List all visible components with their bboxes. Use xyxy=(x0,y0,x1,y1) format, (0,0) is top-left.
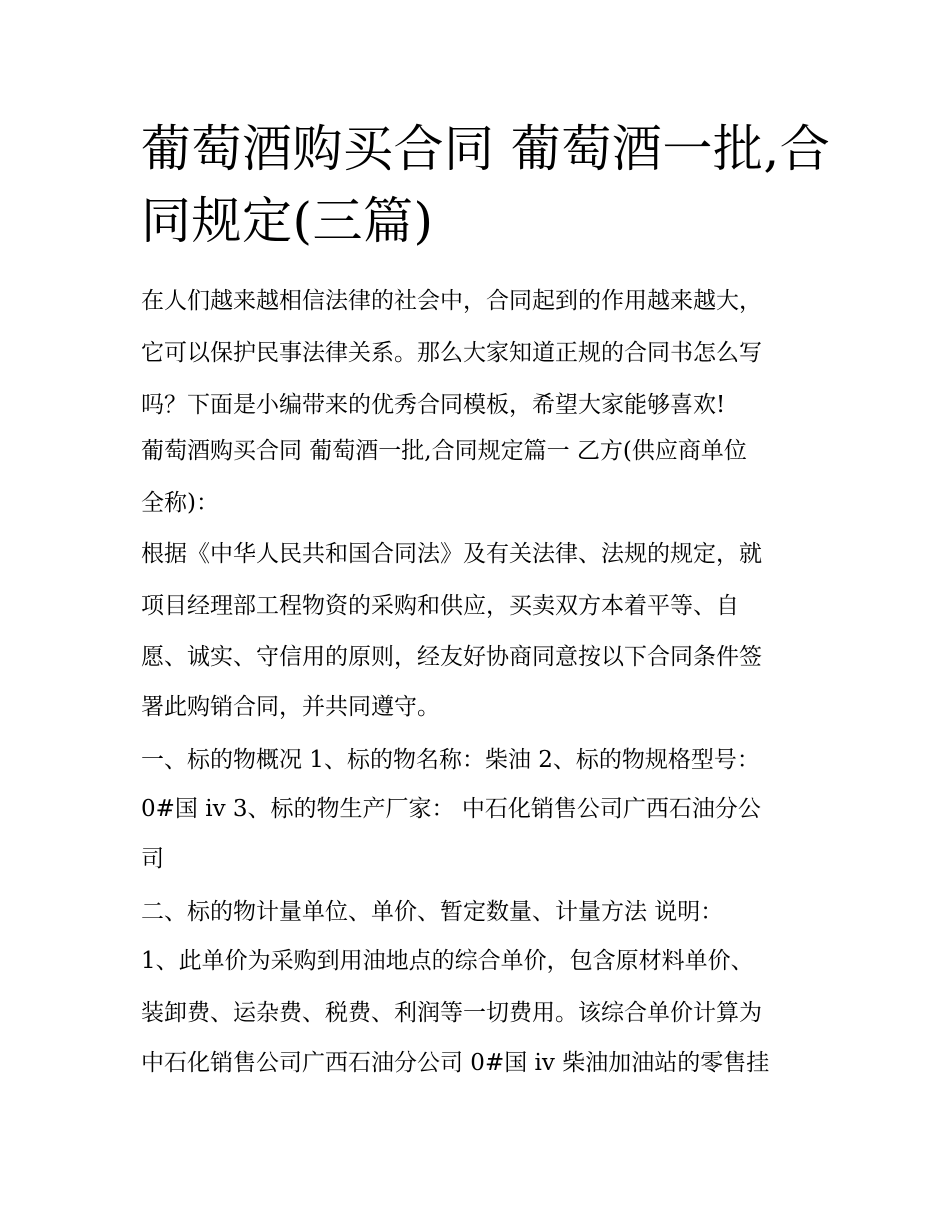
body-line: 装卸费、运杂费、税费、利润等一切费用。该综合单价计算为 xyxy=(141,1000,762,1026)
body-line: 1、此单价为采购到用油地点的综合单价，包含原材料单价、 xyxy=(141,948,754,974)
body-line: 署此购销合同，并共同遵守。 xyxy=(141,694,440,720)
body-line: 二、标的物计量单位、单价、暂定数量、计量方法 说明： xyxy=(141,899,724,925)
title-line-1: 葡萄酒购买合同 葡萄酒一批,合 xyxy=(141,120,831,178)
body-line: 吗？下面是小编带来的优秀合同模板，希望大家能够喜欢! xyxy=(141,392,726,418)
body-line: 0#国 iv 3、标的物生产厂家： 中石化销售公司广西石油分公 xyxy=(141,796,761,822)
body-line: 根据《中华人民共和国合同法》及有关法律、法规的规定，就 xyxy=(141,541,762,567)
body-line: 全称)： xyxy=(141,490,219,516)
document-title xyxy=(141,113,831,257)
body-line: 葡萄酒购买合同 葡萄酒一批,合同规定篇一 乙方(供应商单位 xyxy=(141,438,747,464)
body-line: 它可以保护民事法律关系。那么大家知道正规的合同书怎么写 xyxy=(141,340,762,366)
title-line-2: 同规定(三篇) xyxy=(141,192,434,250)
body-line: 愿、诚实、守信用的原则，经友好协商同意按以下合同条件签 xyxy=(141,644,762,670)
body-line: 项目经理部工程物资的采购和供应，买卖双方本着平等、自 xyxy=(141,593,739,619)
body-line: 在人们越来越相信法律的社会中，合同起到的作用越来越大， xyxy=(141,288,762,314)
body-line: 中石化销售公司广西石油分公司 0#国 iv 柴油加油站的零售挂 xyxy=(141,1050,770,1076)
body-line: 一、标的物概况 1、标的物名称：柴油 2、标的物规格型号： xyxy=(141,747,760,773)
body-line: 司 xyxy=(141,846,164,872)
